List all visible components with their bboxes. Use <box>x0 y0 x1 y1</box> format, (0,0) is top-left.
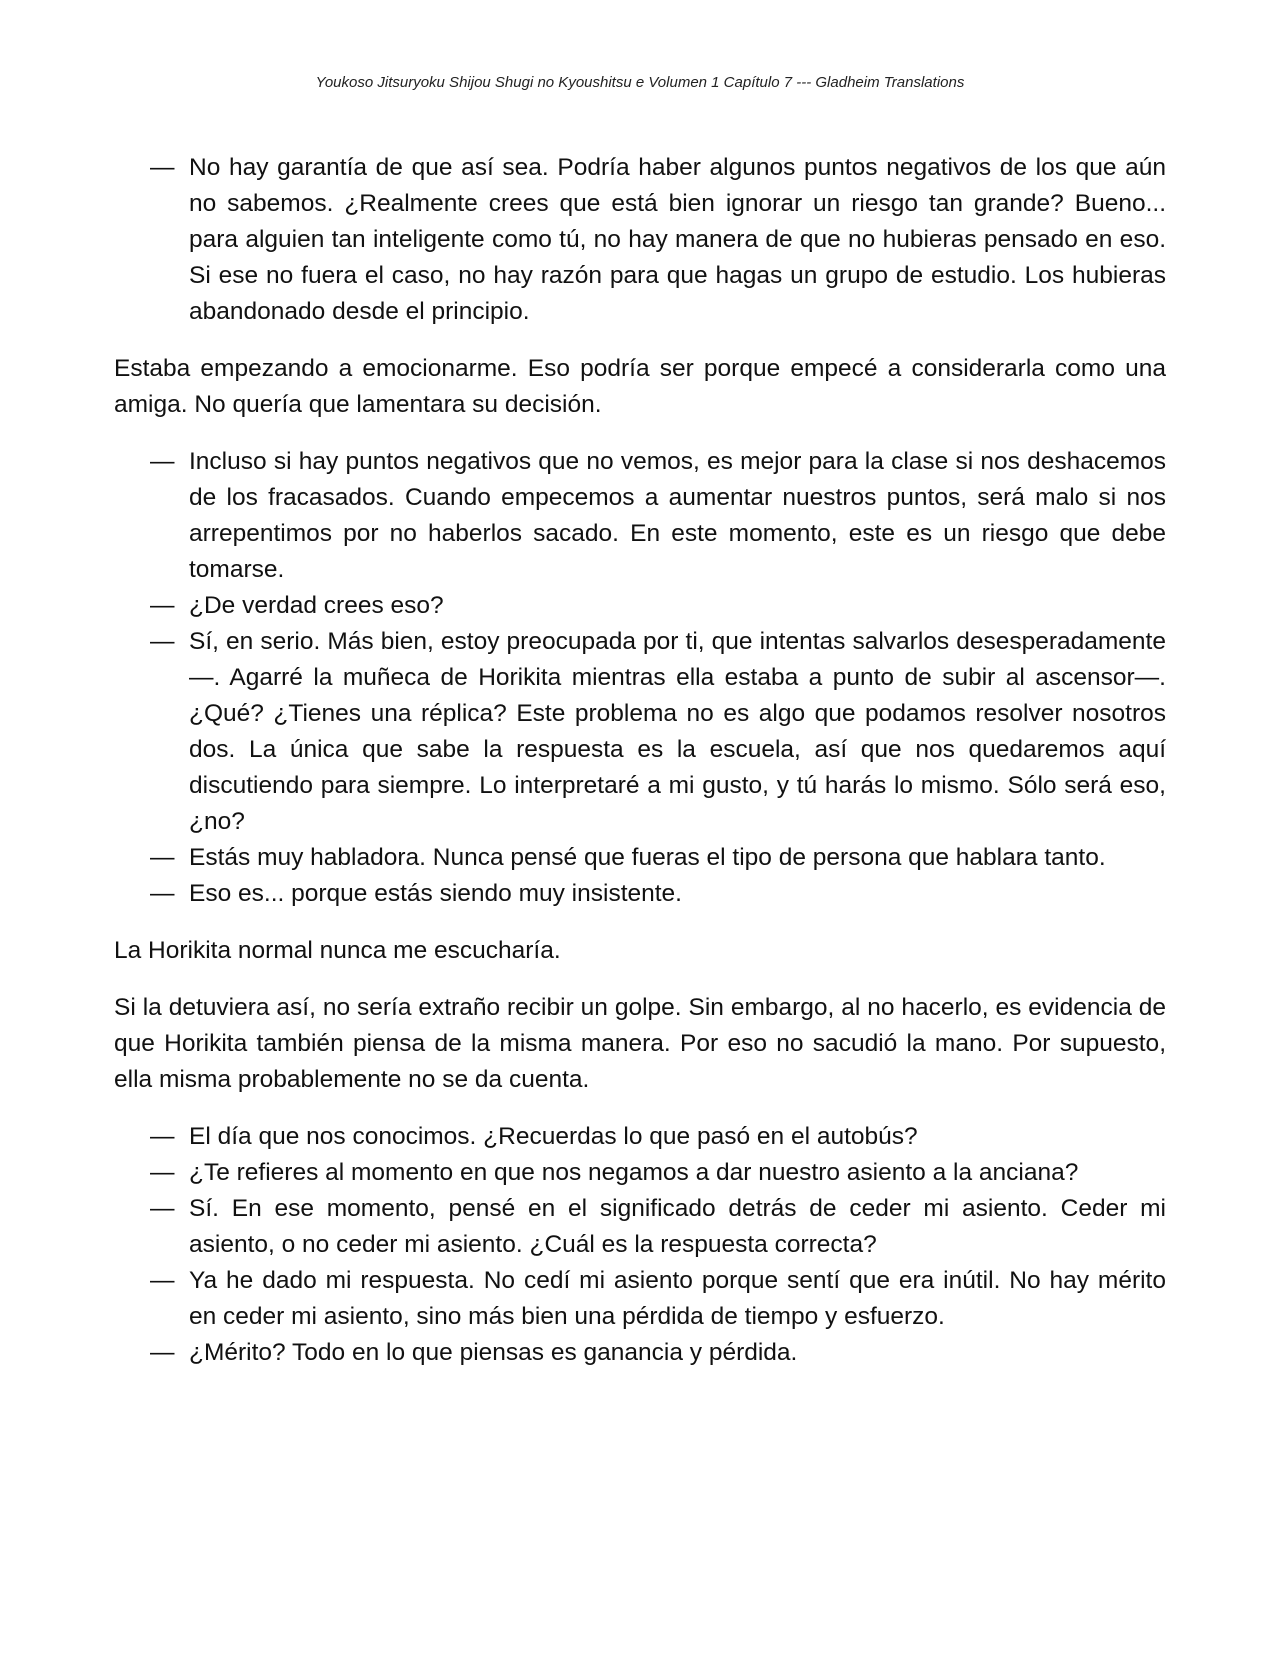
dialogue-text: El día que nos conocimos. ¿Recuerdas lo que pasó en el autobús? <box>189 1123 918 1150</box>
em-dash: — <box>150 844 175 871</box>
narration-paragraph: Si la detuviera así, no sería extraño recibir un golpe. Sin embargo, al no hacerlo, es evidencia de que Horikita también piensa de la misma manera. Por eso no sacudió la mano. Por supuesto, ella misma probablemente no se da cuenta. <box>114 994 1166 1093</box>
em-dash: — <box>150 448 175 475</box>
dialogue-text: Sí. En ese momento, pensé en el significado detrás de ceder mi asiento. Ceder mi asiento, o no ceder mi asiento. ¿Cuál es la respuesta correcta? <box>189 1195 1166 1258</box>
dialogue-line <box>114 1263 1166 1335</box>
dialogue-text: ¿De verdad crees eso? <box>189 592 444 619</box>
dialogue-line <box>114 1335 1166 1371</box>
dialogue-text: Eso es... porque estás siendo muy insistente. <box>189 880 682 907</box>
dialogue-line <box>114 150 1166 330</box>
document-body <box>114 150 1166 1371</box>
em-dash: — <box>150 1267 175 1294</box>
dialogue-text: ¿Mérito? Todo en lo que piensas es ganancia y pérdida. <box>189 1339 798 1366</box>
em-dash: — <box>150 592 175 619</box>
dialogue-text: No hay garantía de que así sea. Podría haber algunos puntos negativos de los que aún no sabemos. ¿Realmente crees que está bien ignorar un riesgo tan grande? Bueno... para alguien tan inteligente como tú, no hay manera de que no hubieras pensado en eso. Si ese no fuera el caso, no hay razón para que hagas un grupo de estudio. Los hubieras abandonado desde el principio. <box>189 154 1166 325</box>
dialogue-text: Sí, en serio. Más bien, estoy preocupada por ti, que intentas salvarlos desesperadamente—. Agarré la muñeca de Horikita mientras ella estaba a punto de subir al ascensor—. ¿Qué? ¿Tienes una réplica? Este problema no es algo que podamos resolver nosotros dos. La única que sabe la respuesta es la escuela, así que nos quedaremos aquí discutiendo para siempre. Lo interpretaré a mi gusto, y tú harás lo mismo. Sólo será eso, ¿no? <box>189 628 1166 835</box>
dialogue-line <box>114 876 1166 912</box>
dialogue-text: Incluso si hay puntos negativos que no vemos, es mejor para la clase si nos deshacemos de los fracasados. Cuando empecemos a aumentar nuestros puntos, será malo si nos arrepentimos por no haberlos sacado. En este momento, este es un riesgo que debe tomarse. <box>189 448 1166 583</box>
dialogue-block-3 <box>114 1119 1166 1371</box>
em-dash: — <box>150 1195 175 1222</box>
dialogue-block-1 <box>114 150 1166 330</box>
dialogue-line <box>114 588 1166 624</box>
dialogue-line <box>114 840 1166 876</box>
em-dash: — <box>150 1339 175 1366</box>
narration-paragraph: La Horikita normal nunca me escucharía. <box>114 937 561 964</box>
dialogue-line <box>114 624 1166 840</box>
em-dash: — <box>150 1123 175 1150</box>
page-header: Youkoso Jitsuryoku Shijou Shugi no Kyoushitsu e Volumen 1 Capítulo 7 --- Gladheim Translations <box>315 74 965 91</box>
dialogue-block-2 <box>114 444 1166 912</box>
em-dash: — <box>150 880 175 907</box>
em-dash: — <box>150 628 175 655</box>
dialogue-line <box>114 1119 1166 1155</box>
dialogue-line <box>114 1191 1166 1263</box>
em-dash: — <box>150 154 175 181</box>
dialogue-text: ¿Te refieres al momento en que nos negamos a dar nuestro asiento a la anciana? <box>189 1159 1079 1186</box>
dialogue-line <box>114 444 1166 588</box>
em-dash: — <box>150 1159 175 1186</box>
narration-paragraph: Estaba empezando a emocionarme. Eso podría ser porque empecé a considerarla como una amiga. No quería que lamentara su decisión. <box>114 355 1166 418</box>
dialogue-text: Estás muy habladora. Nunca pensé que fueras el tipo de persona que hablara tanto. <box>189 844 1106 871</box>
dialogue-text: Ya he dado mi respuesta. No cedí mi asiento porque sentí que era inútil. No hay mérito en ceder mi asiento, sino más bien una pérdida de tiempo y esfuerzo. <box>189 1267 1166 1330</box>
dialogue-line <box>114 1155 1166 1191</box>
